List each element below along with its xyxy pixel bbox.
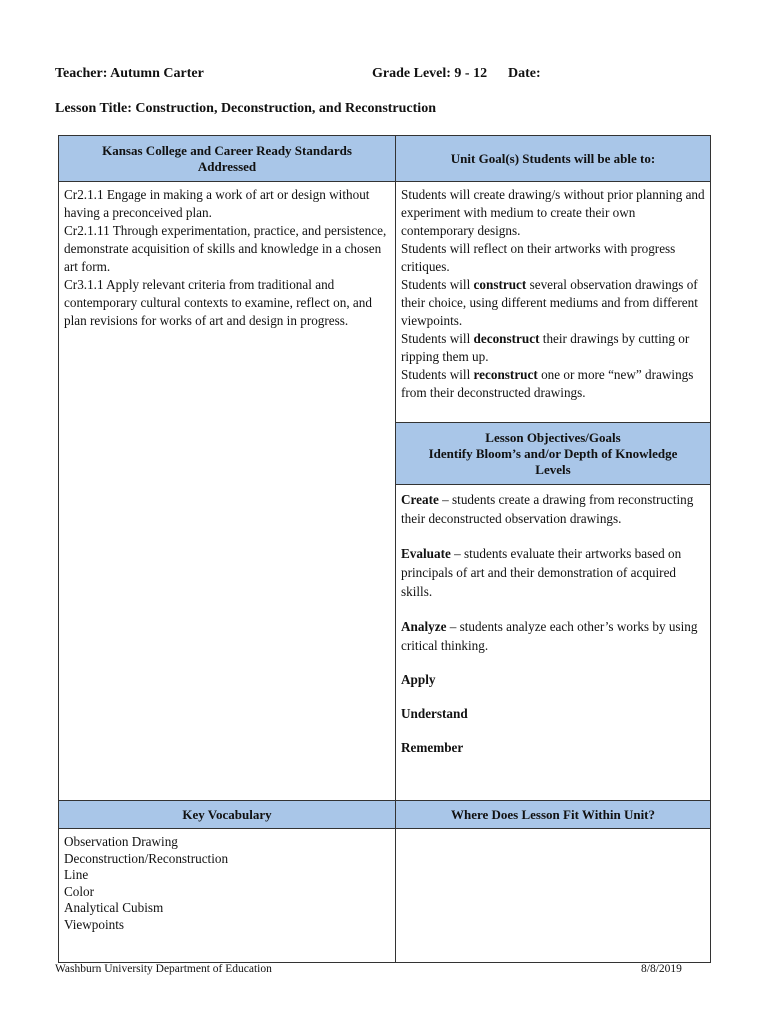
unit-fit-cell	[396, 829, 710, 962]
unit-fit-heading: Where Does Lesson Fit Within Unit?	[396, 801, 710, 828]
standard-item: Cr3.1.1 Apply relevant criteria from traditional and contemporary cultural contexts to examine, reflect on, and plan revisions for works of art and design in progress.	[64, 277, 372, 328]
standard-item: Cr2.1.1 Engage in making a work of art or design without having a preconceived plan.	[64, 187, 370, 220]
vocabulary-item: Viewpoints	[64, 916, 125, 932]
unit-goals-heading: Unit Goal(s) Students will be able to:	[396, 136, 710, 181]
standard-item: Cr2.1.11 Through experimentation, practice, and persistence, demonstrate acquisition of skills and knowledge in a chosen art form.	[64, 223, 387, 274]
objective-apply: Apply	[401, 672, 436, 687]
objective-create: Create – students create a drawing from reconstructing their deconstructed observation drawings.	[401, 492, 694, 526]
goal-item: Students will reflect on their artworks with progress critiques.	[401, 241, 676, 274]
goal-item: Students will reconstruct one or more “new” drawings from their deconstructed drawings.	[401, 367, 694, 400]
objective-remember: Remember	[401, 740, 464, 755]
lesson-plan-table	[58, 135, 711, 963]
unit-goals-list	[396, 182, 710, 422]
standards-heading: Kansas College and Career Ready Standards Addressed	[59, 136, 395, 181]
goal-item: Students will construct several observation drawings of their choice, using different mediums and from different viewpoints.	[401, 277, 698, 328]
grade-level: Grade Level: 9 - 12	[372, 66, 488, 81]
objective-evaluate: Evaluate – students evaluate their artworks based on principals of art and their demonstration of acquired skills.	[401, 546, 682, 599]
goal-item: Students will deconstruct their drawings by cutting or ripping them up.	[401, 331, 690, 364]
vocabulary-item: Analytical Cubism	[64, 900, 164, 915]
objective-understand: Understand	[401, 706, 468, 721]
objective-analyze: Analyze – students analyze each other’s works by using critical thinking.	[401, 619, 698, 653]
vocabulary-heading: Key Vocabulary	[59, 801, 395, 828]
lesson-title: Lesson Title: Construction, Deconstruction, and Reconstruction	[55, 101, 436, 116]
standards-list	[59, 182, 395, 802]
footer-org: Washburn University Department of Education	[55, 963, 272, 975]
vocabulary-item: Color	[64, 883, 95, 899]
objectives-list	[396, 485, 710, 801]
goal-item: Students will create drawing/s without prior planning and experiment with medium to create their own contemporary designs.	[401, 187, 705, 238]
vocabulary-item: Line	[64, 867, 89, 882]
teacher-name: Teacher: Autumn Carter	[55, 66, 204, 81]
vocabulary-list	[59, 829, 395, 962]
vocabulary-item: Deconstruction/Reconstruction	[64, 850, 229, 866]
footer-date: 8/8/2019	[641, 963, 682, 975]
vocabulary-item: Observation Drawing	[64, 834, 178, 849]
objectives-heading: Lesson Objectives/Goals Identify Bloom’s and/or Depth of Knowledge Levels	[396, 423, 710, 484]
date-label: Date:	[508, 66, 541, 81]
